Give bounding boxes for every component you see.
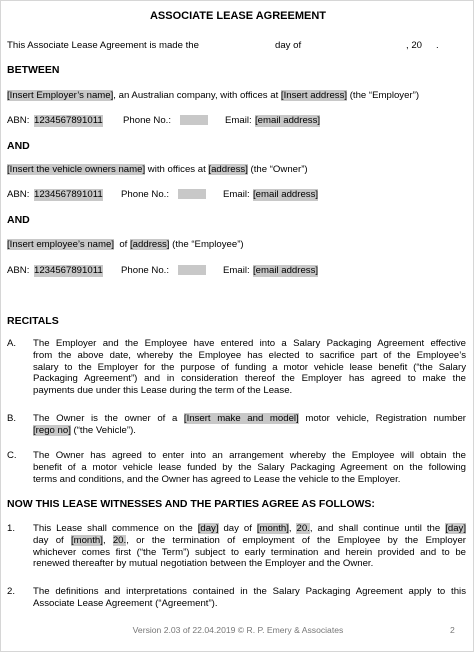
recital-c-label: C.: [7, 450, 17, 461]
employee-address-field[interactable]: [address]: [130, 239, 170, 250]
clause-1-label: 1.: [7, 523, 16, 534]
owner-name-field[interactable]: [Insert the vehicle owners name]: [7, 164, 146, 175]
clause-1-line-1: [33, 523, 466, 535]
employer-address-field[interactable]: [Insert address]: [280, 90, 348, 101]
owner-email-label: Email:: [223, 189, 250, 200]
employer-abn-label: ABN:: [7, 115, 30, 126]
owner-address-field[interactable]: [address]: [208, 164, 248, 175]
employer-phone-field[interactable]: [180, 115, 208, 128]
recital-c-line: The Owner has agreed to enter into an arrangement whereby the Employee will obtain the: [33, 450, 466, 461]
start-month-field[interactable]: [month]: [256, 523, 289, 534]
recital-a-line: The Employer and the Employee have entered into a Salary Packaging Agreement effective: [33, 338, 466, 349]
clause-2-line-2: Associate Lease Agreement (“Agreement”).: [33, 597, 218, 609]
employer-abn-field[interactable]: 1234567891011: [34, 115, 103, 126]
recital-c-line: terms and conditions, and the Owner has agreed to Lease the vehicle to the Employer.: [33, 473, 401, 485]
recital-b-line-2: [33, 425, 466, 437]
intro-line: [7, 40, 199, 52]
recital-c-text: [33, 450, 466, 485]
employer-role-text: (the “Employer”): [347, 90, 420, 101]
employer-line: [7, 90, 419, 102]
start-year-field[interactable]: 20.: [296, 523, 310, 534]
employee-name-field[interactable]: [Insert employee’s name]: [7, 239, 115, 250]
intro-end: .: [436, 40, 439, 51]
intro-year: , 20: [406, 40, 423, 51]
recital-a-line: payments due under this Lease during the term of the Lease.: [33, 385, 293, 397]
owner-phone-label: Phone No.:: [121, 189, 170, 200]
recital-b-text: [33, 413, 466, 437]
and-heading-1: AND: [7, 140, 30, 152]
recital-a-label: A.: [7, 338, 17, 349]
clause-1-text: [33, 523, 466, 570]
employer-email-label: Email:: [225, 115, 252, 126]
clause-1-text-a: This Lease shall commence on the: [33, 523, 198, 534]
intro-day-of: day of: [275, 40, 302, 51]
owner-abn-field[interactable]: 1234567891011: [34, 189, 103, 200]
recital-b-pre: The Owner is the owner of a: [33, 413, 184, 424]
clause-1-text-g: , or the termination of employment of the Employee by the Employer: [126, 534, 466, 546]
owner-email-field[interactable]: [email address]: [253, 189, 319, 200]
recital-b-label: B.: [7, 413, 17, 424]
and-heading-2: AND: [7, 214, 30, 226]
clause-2-text: [33, 586, 466, 610]
recital-a-line: from the above date, whereby the Employee has elected to sacrifice part of the Employee’s: [33, 349, 466, 361]
end-day-field[interactable]: [day]: [445, 523, 467, 534]
intro-text: This Associate Lease Agreement is made the: [7, 40, 199, 51]
owner-abn-label: ABN:: [7, 189, 30, 200]
rego-field[interactable]: [rego no]: [33, 424, 71, 436]
recital-c-line: benefit of a motor vehicle lease funded by the Salary Packaging Agreement on the following: [33, 461, 466, 473]
employee-line: [7, 239, 244, 251]
employer-mid-text: , an Australian company, with offices at: [113, 90, 281, 101]
end-month-field[interactable]: [month]: [70, 534, 103, 546]
recital-b-line-1: [33, 413, 466, 425]
recital-a-text: [33, 338, 466, 397]
clause-1-line-3: whichever comes first (“the Term”) subject to early termination and herein provided and to be: [33, 546, 466, 558]
employee-phone-label: Phone No.:: [121, 265, 170, 276]
end-year-field[interactable]: 20.: [112, 534, 127, 546]
employee-abn-field[interactable]: 1234567891011: [34, 265, 103, 276]
recital-b-post: motor vehicle, Registration number: [298, 413, 466, 424]
clause-1-text-b: day of: [218, 523, 257, 534]
recital-a-line: Packaging Agreement”) and in consideration thereof the Employer has agreed to make the: [33, 373, 466, 385]
clause-1-line-2: [33, 535, 466, 547]
employer-phone-label: Phone No.:: [123, 115, 172, 126]
employee-role-text: (the “Employee”): [169, 239, 244, 250]
recital-b-end: (“the Vehicle”).: [70, 424, 136, 436]
owner-phone-field[interactable]: [178, 189, 206, 202]
clause-1-text-e: day of: [33, 534, 71, 546]
recital-a-line: salary to the Employer for the purpose of funding a motor vehicle lease benefit (“the Salary: [33, 361, 466, 373]
employee-abn-label: ABN:: [7, 265, 30, 276]
document-title: ASSOCIATE LEASE AGREEMENT: [149, 10, 327, 22]
recitals-heading: RECITALS: [7, 315, 59, 327]
clause-1-text-f: ,: [102, 534, 113, 546]
start-day-field[interactable]: [day]: [197, 523, 219, 534]
employee-email-field[interactable]: [email address]: [253, 265, 319, 276]
employee-mid-text: of: [114, 239, 131, 250]
clause-1-line-4: renewed thereafter by mutual negotiation between the Employer and the Owner.: [33, 558, 374, 570]
owner-mid-text: with offices at: [145, 164, 209, 175]
employer-email-field[interactable]: [email address]: [255, 115, 321, 126]
clause-1-text-d: , and shall continue until the: [309, 523, 446, 534]
employer-name-field[interactable]: [Insert Employer’s name]: [7, 90, 114, 101]
employee-phone-field[interactable]: [178, 265, 206, 278]
clause-2-label: 2.: [7, 586, 16, 597]
owner-line: [7, 164, 308, 176]
witness-heading: NOW THIS LEASE WITNESSES AND THE PARTIES AGREE AS FOLLOWS:: [7, 498, 375, 510]
owner-role-text: (the “Owner”): [247, 164, 308, 175]
employee-email-label: Email:: [223, 265, 250, 276]
clause-1-text-c: ,: [288, 523, 297, 534]
page-number: 2: [450, 625, 455, 635]
footer-version: Version 2.03 of 22.04.2019 © R. P. Emery & Associates: [132, 625, 344, 635]
clause-2-line-1: The definitions and interpretations contained in the Salary Packaging Agreement apply to this: [33, 586, 466, 597]
between-heading: BETWEEN: [7, 64, 60, 76]
vehicle-make-field[interactable]: [Insert make and model]: [183, 413, 299, 424]
